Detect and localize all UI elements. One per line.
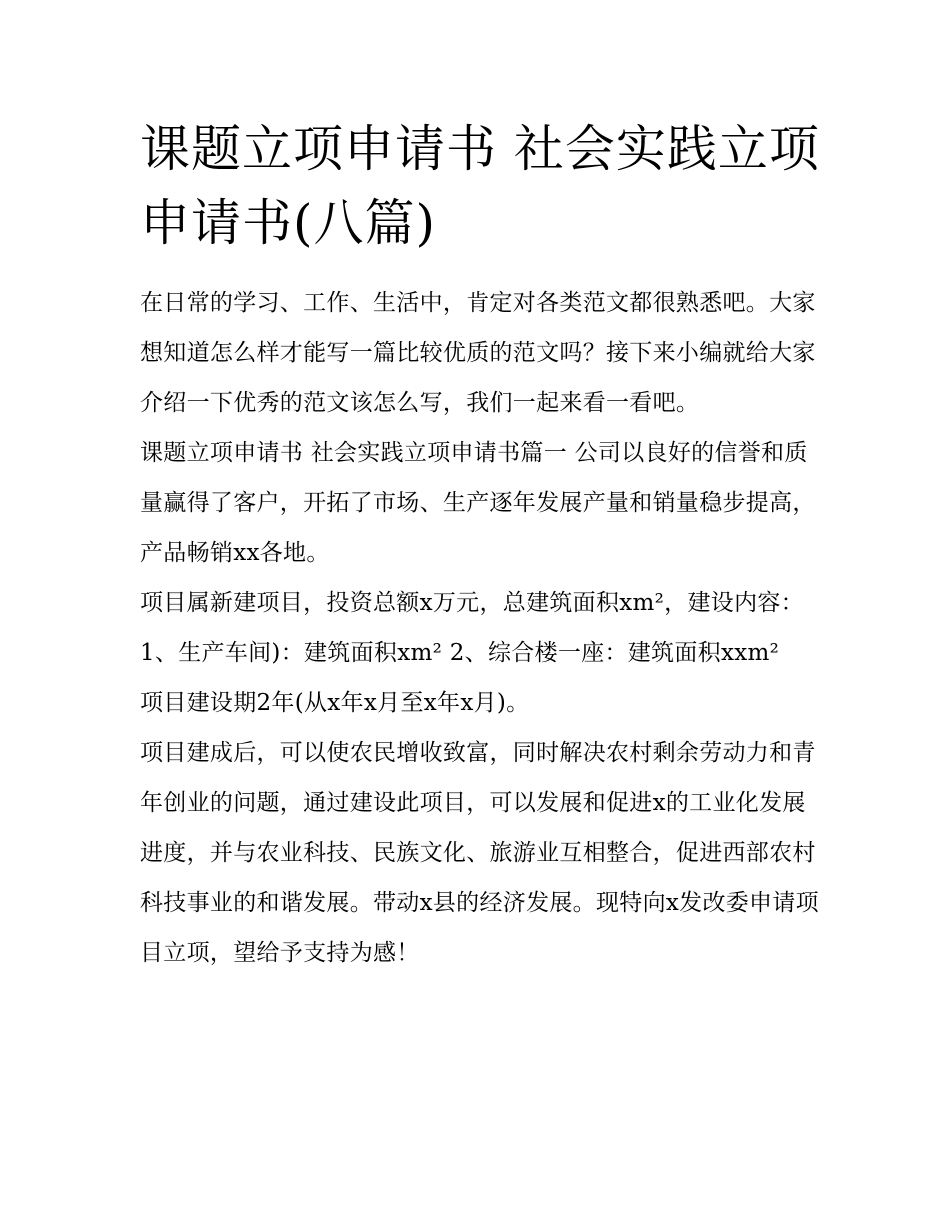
document-title: 课题立项申请书 社会实践立项申请书(八篇) bbox=[140, 120, 820, 252]
paragraph-construction-period: 项目建设期2年(从x年x月至x年x月)。 bbox=[140, 690, 530, 716]
paragraph-project-benefits: 项目建成后，可以使农民增收致富，同时解决农村剩余劳动力和青年创业的问题，通过建设此项目，可以发展和促进x的工业化发展进度，并与农业科技、民族文化、旅游业互相整合，促进西部农村科技事业的和谐发展。带动x县的经济发展。现特向x发改委申请项目立项，望给予支持为感！ bbox=[140, 740, 819, 966]
paragraph-project-scope: 项目属新建项目，投资总额x万元，总建筑面积xm²，建设内容： 1、生产车间)：建筑面积xm² 2、综合楼一座：建筑面积xxm² bbox=[140, 590, 804, 666]
paragraph-company: 课题立项申请书 社会实践立项申请书篇一 公司以良好的信誉和质量赢得了客户，开拓了市场、生产逐年发展产量和销量稳步提高，产品畅销xx各地。 bbox=[140, 440, 816, 566]
document-body bbox=[140, 278, 820, 978]
paragraph-intro: 在日常的学习、工作、生活中，肯定对各类范文都很熟悉吧。大家想知道怎么样才能写一篇比较优质的范文吗？接下来小编就给大家介绍一下优秀的范文该怎么写，我们一起来看一看吧。 bbox=[140, 290, 816, 416]
